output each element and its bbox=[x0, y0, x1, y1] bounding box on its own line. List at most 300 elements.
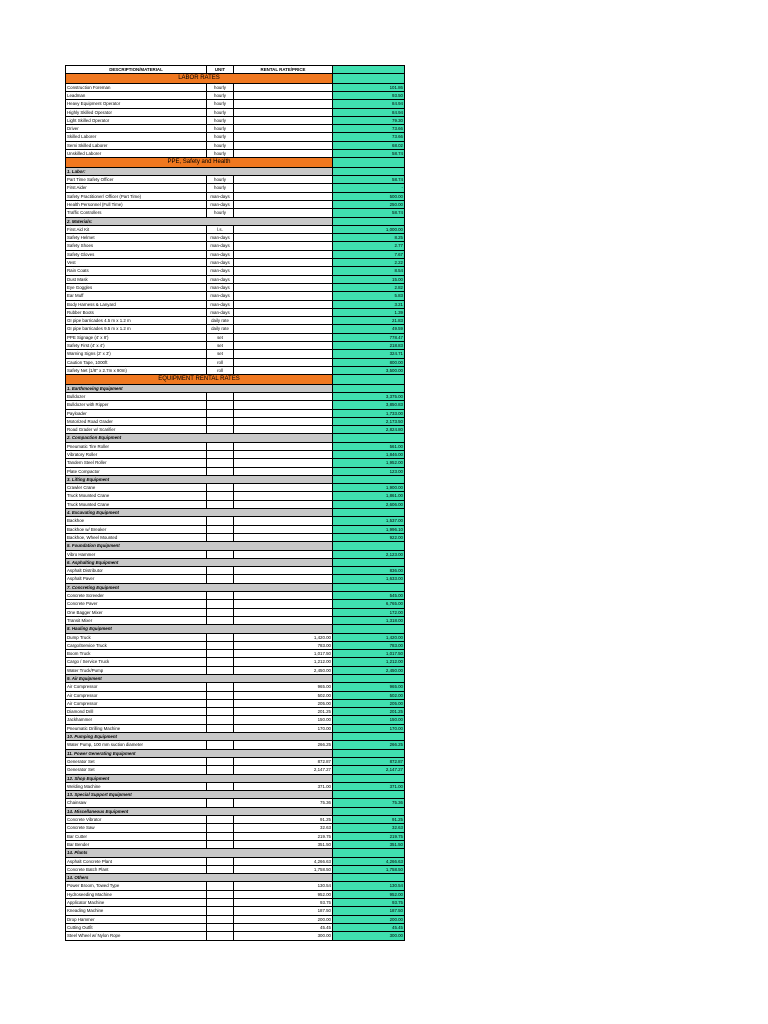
subsection-title[interactable]: 3. Lifting Equipment bbox=[66, 475, 333, 483]
rental-rate-cell[interactable] bbox=[234, 275, 333, 283]
description-cell[interactable]: First Aider bbox=[66, 184, 207, 192]
price-cell[interactable]: 2,147.27 bbox=[333, 766, 405, 774]
description-cell[interactable]: Light Skilled Operator bbox=[66, 116, 207, 124]
price-cell[interactable]: 778.47 bbox=[333, 333, 405, 341]
description-cell[interactable]: Plate Compactor bbox=[66, 467, 207, 475]
description-cell[interactable]: Safety Helmet bbox=[66, 234, 207, 242]
unit-cell[interactable] bbox=[207, 392, 234, 400]
description-cell[interactable]: Kneading Machine bbox=[66, 907, 207, 915]
unit-cell[interactable] bbox=[207, 782, 234, 790]
rental-rate-cell[interactable] bbox=[234, 492, 333, 500]
unit-cell[interactable]: man-days bbox=[207, 300, 234, 308]
description-cell[interactable]: Concrete Batch Plant bbox=[66, 865, 207, 873]
subsection-title[interactable]: 14. Miscellaneous Equipment bbox=[66, 807, 333, 815]
price-cell[interactable]: 84.94 bbox=[333, 100, 405, 108]
price-cell[interactable]: 73.66 bbox=[333, 125, 405, 133]
unit-cell[interactable] bbox=[207, 650, 234, 658]
price-cell[interactable] bbox=[333, 375, 405, 384]
section-title[interactable]: EQUIPMENT RENTAL RATES bbox=[66, 375, 333, 384]
price-cell[interactable] bbox=[333, 434, 405, 442]
unit-cell[interactable] bbox=[207, 450, 234, 458]
unit-cell[interactable]: set bbox=[207, 342, 234, 350]
price-cell[interactable]: 49.59 bbox=[333, 325, 405, 333]
price-cell[interactable]: 502.00 bbox=[333, 691, 405, 699]
price-cell[interactable]: 1,952.00 bbox=[333, 459, 405, 467]
unit-cell[interactable]: hourly bbox=[207, 83, 234, 91]
price-cell[interactable]: 58.74 bbox=[333, 176, 405, 184]
description-cell[interactable]: Motorized Road Grader bbox=[66, 417, 207, 425]
rental-rate-cell[interactable]: 351.50 bbox=[234, 840, 333, 848]
unit-cell[interactable]: hourly bbox=[207, 209, 234, 217]
price-cell[interactable]: 965.00 bbox=[333, 683, 405, 691]
price-cell[interactable]: - bbox=[333, 184, 405, 192]
description-cell[interactable]: Safety Gloves bbox=[66, 250, 207, 258]
description-cell[interactable]: Driver bbox=[66, 125, 207, 133]
price-cell[interactable]: 123.00 bbox=[333, 467, 405, 475]
description-cell[interactable]: Concrete Vibrator bbox=[66, 816, 207, 824]
unit-cell[interactable]: set bbox=[207, 350, 234, 358]
unit-cell[interactable] bbox=[207, 865, 234, 873]
unit-cell[interactable] bbox=[207, 616, 234, 624]
rental-rate-cell[interactable]: 45.45 bbox=[234, 923, 333, 931]
price-cell[interactable]: 58.74 bbox=[333, 209, 405, 217]
rental-rate-cell[interactable] bbox=[234, 608, 333, 616]
description-cell[interactable]: Concrete Screeder bbox=[66, 592, 207, 600]
price-cell[interactable]: 6,765.00 bbox=[333, 600, 405, 608]
description-cell[interactable]: Ear Muff bbox=[66, 292, 207, 300]
subsection-title[interactable]: 13. Special Support Equipment bbox=[66, 791, 333, 799]
description-cell[interactable]: Bar Bender bbox=[66, 840, 207, 848]
price-cell[interactable]: 300.00 bbox=[333, 932, 405, 940]
unit-cell[interactable] bbox=[207, 716, 234, 724]
price-cell[interactable]: 371.00 bbox=[333, 782, 405, 790]
description-cell[interactable]: Water Truck/Pump bbox=[66, 666, 207, 674]
unit-cell[interactable]: man-days bbox=[207, 250, 234, 258]
rental-rate-cell[interactable] bbox=[234, 100, 333, 108]
rental-rate-cell[interactable] bbox=[234, 133, 333, 141]
price-cell[interactable]: 8.54 bbox=[333, 267, 405, 275]
description-cell[interactable]: Tandem Steel Roller bbox=[66, 459, 207, 467]
unit-cell[interactable] bbox=[207, 666, 234, 674]
price-cell[interactable]: 3.21 bbox=[333, 300, 405, 308]
price-cell[interactable] bbox=[333, 167, 405, 175]
unit-cell[interactable] bbox=[207, 907, 234, 915]
rental-rate-cell[interactable]: 1,212.00 bbox=[234, 658, 333, 666]
price-cell[interactable] bbox=[333, 217, 405, 225]
unit-cell[interactable]: hourly bbox=[207, 125, 234, 133]
price-cell[interactable]: 500.00 bbox=[333, 192, 405, 200]
unit-cell[interactable] bbox=[207, 840, 234, 848]
unit-cell[interactable] bbox=[207, 426, 234, 434]
price-cell[interactable]: 266.25 bbox=[333, 741, 405, 749]
rental-rate-cell[interactable] bbox=[234, 125, 333, 133]
unit-cell[interactable]: roll bbox=[207, 366, 234, 374]
subsection-title[interactable]: 4. Excavating Equipment bbox=[66, 509, 333, 517]
description-cell[interactable]: Vest bbox=[66, 259, 207, 267]
unit-cell[interactable] bbox=[207, 575, 234, 583]
description-cell[interactable]: Pneumatic Drilling Machine bbox=[66, 724, 207, 732]
unit-cell[interactable] bbox=[207, 600, 234, 608]
unit-cell[interactable]: roll bbox=[207, 358, 234, 366]
description-cell[interactable]: Truck Mounted Crane bbox=[66, 500, 207, 508]
subsection-title[interactable]: 2. Materials: bbox=[66, 217, 333, 225]
rental-rate-cell[interactable]: 1,420.00 bbox=[234, 633, 333, 641]
description-cell[interactable]: Health Personnel (Full Time) bbox=[66, 200, 207, 208]
header-description[interactable]: DESCRIPTION/MATERIAL bbox=[66, 66, 207, 74]
unit-cell[interactable]: hourly bbox=[207, 176, 234, 184]
description-cell[interactable]: Welding Machine bbox=[66, 782, 207, 790]
rental-rate-cell[interactable] bbox=[234, 83, 333, 91]
rental-rate-cell[interactable] bbox=[234, 108, 333, 116]
price-cell[interactable]: 130.54 bbox=[333, 882, 405, 890]
price-cell[interactable]: 84.94 bbox=[333, 108, 405, 116]
rental-rate-cell[interactable] bbox=[234, 192, 333, 200]
rental-rate-cell[interactable]: 1,017.50 bbox=[234, 650, 333, 658]
price-cell[interactable]: 324.71 bbox=[333, 350, 405, 358]
price-cell[interactable]: 201.25 bbox=[333, 708, 405, 716]
unit-cell[interactable] bbox=[207, 816, 234, 824]
rental-rate-cell[interactable] bbox=[234, 259, 333, 267]
price-cell[interactable]: 1,633.00 bbox=[333, 575, 405, 583]
description-cell[interactable]: Generator Set bbox=[66, 766, 207, 774]
price-cell[interactable] bbox=[333, 675, 405, 683]
description-cell[interactable]: Applicator Machine bbox=[66, 899, 207, 907]
price-cell[interactable]: 2,123.00 bbox=[333, 550, 405, 558]
rental-rate-cell[interactable]: 266.25 bbox=[234, 741, 333, 749]
rental-rate-cell[interactable]: 205.00 bbox=[234, 699, 333, 707]
rental-rate-cell[interactable] bbox=[234, 500, 333, 508]
unit-cell[interactable] bbox=[207, 708, 234, 716]
price-cell[interactable]: 4,266.63 bbox=[333, 857, 405, 865]
description-cell[interactable]: Diamond Drill bbox=[66, 708, 207, 716]
unit-cell[interactable]: daily rate bbox=[207, 317, 234, 325]
price-cell[interactable]: 1,861.00 bbox=[333, 492, 405, 500]
rental-rate-cell[interactable] bbox=[234, 567, 333, 575]
description-cell[interactable]: Safety First (4' x 4') bbox=[66, 342, 207, 350]
price-cell[interactable]: 8.25 bbox=[333, 234, 405, 242]
rental-rate-cell[interactable] bbox=[234, 467, 333, 475]
price-cell[interactable]: 73.66 bbox=[333, 133, 405, 141]
price-cell[interactable] bbox=[333, 583, 405, 591]
description-cell[interactable]: Heavy Equipment Operator bbox=[66, 100, 207, 108]
price-cell[interactable]: 1,420.00 bbox=[333, 633, 405, 641]
header-rate[interactable]: RENTAL RATE/PRICE bbox=[234, 66, 333, 74]
price-cell[interactable]: 1.39 bbox=[333, 308, 405, 316]
unit-cell[interactable] bbox=[207, 799, 234, 807]
unit-cell[interactable] bbox=[207, 459, 234, 467]
rental-rate-cell[interactable] bbox=[234, 484, 333, 492]
price-cell[interactable]: 2,450.00 bbox=[333, 666, 405, 674]
description-cell[interactable]: Boom Truck bbox=[66, 650, 207, 658]
price-cell[interactable]: 1,537.00 bbox=[333, 517, 405, 525]
description-cell[interactable]: Backhoe, Wheel Mounted bbox=[66, 533, 207, 541]
rental-rate-cell[interactable] bbox=[234, 150, 333, 158]
unit-cell[interactable] bbox=[207, 417, 234, 425]
price-cell[interactable]: 15.00 bbox=[333, 275, 405, 283]
price-cell[interactable]: 101.86 bbox=[333, 83, 405, 91]
description-cell[interactable]: Semi Skilled Laborer bbox=[66, 141, 207, 149]
description-cell[interactable]: Skilled Laborer bbox=[66, 133, 207, 141]
description-cell[interactable]: Cutting Outfit bbox=[66, 923, 207, 931]
description-cell[interactable]: Asphalt Concrete Plant bbox=[66, 857, 207, 865]
description-cell[interactable]: Warning Signs (2' x 3') bbox=[66, 350, 207, 358]
rental-rate-cell[interactable]: 93.75 bbox=[234, 899, 333, 907]
description-cell[interactable]: Body Harness & Lanyard bbox=[66, 300, 207, 308]
price-cell[interactable] bbox=[333, 542, 405, 550]
rental-rate-cell[interactable] bbox=[234, 600, 333, 608]
price-cell[interactable]: 187.50 bbox=[333, 907, 405, 915]
description-cell[interactable]: Concrete Saw bbox=[66, 824, 207, 832]
unit-cell[interactable] bbox=[207, 608, 234, 616]
rental-rate-cell[interactable] bbox=[234, 366, 333, 374]
rental-rate-cell[interactable] bbox=[234, 283, 333, 291]
unit-cell[interactable] bbox=[207, 525, 234, 533]
unit-cell[interactable] bbox=[207, 915, 234, 923]
rental-rate-cell[interactable] bbox=[234, 200, 333, 208]
unit-cell[interactable]: hourly bbox=[207, 150, 234, 158]
rental-rate-cell[interactable]: 170.00 bbox=[234, 724, 333, 732]
rental-rate-cell[interactable]: 200.00 bbox=[234, 915, 333, 923]
price-cell[interactable]: 2,606.00 bbox=[333, 500, 405, 508]
price-cell[interactable]: 5.83 bbox=[333, 292, 405, 300]
description-cell[interactable]: Air Compressor bbox=[66, 691, 207, 699]
rental-rate-cell[interactable]: 4,266.63 bbox=[234, 857, 333, 865]
description-cell[interactable]: Crawler Crane bbox=[66, 484, 207, 492]
price-cell[interactable]: 783.00 bbox=[333, 641, 405, 649]
subsection-title[interactable]: 5. Foundation Equipment bbox=[66, 542, 333, 550]
unit-cell[interactable] bbox=[207, 500, 234, 508]
rental-rate-cell[interactable]: 150.00 bbox=[234, 716, 333, 724]
description-cell[interactable]: GI pipe barricades 4.5 m x 1.2 m bbox=[66, 317, 207, 325]
description-cell[interactable]: Rain Coats bbox=[66, 267, 207, 275]
unit-cell[interactable] bbox=[207, 683, 234, 691]
price-cell[interactable] bbox=[333, 74, 405, 83]
description-cell[interactable]: Jackhammer bbox=[66, 716, 207, 724]
rental-rate-cell[interactable] bbox=[234, 358, 333, 366]
subsection-title[interactable]: 14. Plants bbox=[66, 849, 333, 857]
section-title[interactable]: LABOR RATES bbox=[66, 74, 333, 83]
price-cell[interactable]: 58.74 bbox=[333, 150, 405, 158]
price-cell[interactable]: 1,318.00 bbox=[333, 616, 405, 624]
subsection-title[interactable]: 2. Compaction Equipment bbox=[66, 434, 333, 442]
price-cell[interactable]: 170.00 bbox=[333, 724, 405, 732]
rental-rate-cell[interactable]: 2,450.00 bbox=[234, 666, 333, 674]
description-cell[interactable]: Safety Shoes bbox=[66, 242, 207, 250]
price-cell[interactable]: 2.77 bbox=[333, 242, 405, 250]
price-cell[interactable] bbox=[333, 158, 405, 167]
rental-rate-cell[interactable] bbox=[234, 616, 333, 624]
unit-cell[interactable]: man-days bbox=[207, 242, 234, 250]
price-cell[interactable]: 545.00 bbox=[333, 592, 405, 600]
description-cell[interactable]: Leadman bbox=[66, 92, 207, 100]
description-cell[interactable]: Power Broom, Towed Type bbox=[66, 882, 207, 890]
description-cell[interactable]: Asphalt Distributor bbox=[66, 567, 207, 575]
price-cell[interactable]: 200.00 bbox=[333, 915, 405, 923]
description-cell[interactable]: Traffic Controllers bbox=[66, 209, 207, 217]
rental-rate-cell[interactable] bbox=[234, 342, 333, 350]
rental-rate-cell[interactable]: 502.00 bbox=[234, 691, 333, 699]
price-cell[interactable]: 872.87 bbox=[333, 757, 405, 765]
unit-cell[interactable] bbox=[207, 932, 234, 940]
rental-rate-cell[interactable] bbox=[234, 392, 333, 400]
description-cell[interactable]: Transit Mixer bbox=[66, 616, 207, 624]
unit-cell[interactable] bbox=[207, 766, 234, 774]
price-cell[interactable]: 1,996.10 bbox=[333, 525, 405, 533]
subsection-title[interactable]: 6. Asphalting Equipment bbox=[66, 558, 333, 566]
unit-cell[interactable] bbox=[207, 492, 234, 500]
unit-cell[interactable] bbox=[207, 592, 234, 600]
rental-rate-cell[interactable]: 872.87 bbox=[234, 757, 333, 765]
price-cell[interactable] bbox=[333, 874, 405, 882]
unit-cell[interactable] bbox=[207, 899, 234, 907]
description-cell[interactable]: Dump Truck bbox=[66, 633, 207, 641]
rental-rate-cell[interactable]: 219.75 bbox=[234, 832, 333, 840]
rental-rate-cell[interactable] bbox=[234, 350, 333, 358]
rental-rate-cell[interactable]: 952.00 bbox=[234, 890, 333, 898]
unit-cell[interactable]: man-days bbox=[207, 292, 234, 300]
description-cell[interactable]: Safety Practitioner/ Officer (Part Time) bbox=[66, 192, 207, 200]
header-unit[interactable]: UNIT bbox=[207, 66, 234, 74]
rental-rate-cell[interactable] bbox=[234, 409, 333, 417]
description-cell[interactable]: Part Time Safety Officer bbox=[66, 176, 207, 184]
price-cell[interactable]: 21.83 bbox=[333, 317, 405, 325]
description-cell[interactable]: Air Compressor bbox=[66, 699, 207, 707]
price-cell[interactable] bbox=[333, 625, 405, 633]
rental-rate-cell[interactable]: 75.36 bbox=[234, 799, 333, 807]
rental-rate-cell[interactable] bbox=[234, 459, 333, 467]
price-cell[interactable]: 3,500.00 bbox=[333, 366, 405, 374]
unit-cell[interactable]: man-days bbox=[207, 283, 234, 291]
rental-rate-cell[interactable]: 201.25 bbox=[234, 708, 333, 716]
description-cell[interactable]: Bulldozer bbox=[66, 392, 207, 400]
rental-rate-cell[interactable] bbox=[234, 300, 333, 308]
subsection-title[interactable]: 11. Power Generating Equipment bbox=[66, 749, 333, 757]
price-cell[interactable]: 3,850.83 bbox=[333, 401, 405, 409]
price-cell[interactable] bbox=[333, 558, 405, 566]
description-cell[interactable]: Pneumatic Tire Roller bbox=[66, 442, 207, 450]
unit-cell[interactable] bbox=[207, 641, 234, 649]
price-cell[interactable]: 952.00 bbox=[333, 890, 405, 898]
rental-rate-cell[interactable]: 783.00 bbox=[234, 641, 333, 649]
unit-cell[interactable] bbox=[207, 658, 234, 666]
unit-cell[interactable]: hourly bbox=[207, 100, 234, 108]
rental-rate-cell[interactable] bbox=[234, 242, 333, 250]
description-cell[interactable]: Dust Mask bbox=[66, 275, 207, 283]
unit-cell[interactable] bbox=[207, 741, 234, 749]
rental-rate-cell[interactable] bbox=[234, 550, 333, 558]
rental-rate-cell[interactable]: 371.00 bbox=[234, 782, 333, 790]
description-cell[interactable]: Backhoe bbox=[66, 517, 207, 525]
price-cell[interactable] bbox=[333, 509, 405, 517]
description-cell[interactable]: Concrete Paver bbox=[66, 600, 207, 608]
price-cell[interactable]: 250.00 bbox=[333, 200, 405, 208]
description-cell[interactable]: Highly Skilled Operator bbox=[66, 108, 207, 116]
description-cell[interactable]: Asphalt Paver bbox=[66, 575, 207, 583]
price-cell[interactable]: 1,846.00 bbox=[333, 450, 405, 458]
unit-cell[interactable] bbox=[207, 923, 234, 931]
price-cell[interactable] bbox=[333, 774, 405, 782]
description-cell[interactable]: Steel Wheel w/ Nylon Rope bbox=[66, 932, 207, 940]
rental-rate-cell[interactable] bbox=[234, 401, 333, 409]
unit-cell[interactable] bbox=[207, 691, 234, 699]
rental-rate-cell[interactable] bbox=[234, 417, 333, 425]
rental-rate-cell[interactable] bbox=[234, 176, 333, 184]
unit-cell[interactable]: hourly bbox=[207, 92, 234, 100]
price-cell[interactable]: 219.75 bbox=[333, 832, 405, 840]
price-cell[interactable]: 205.00 bbox=[333, 699, 405, 707]
price-cell[interactable]: 922.00 bbox=[333, 533, 405, 541]
unit-cell[interactable] bbox=[207, 442, 234, 450]
rental-rate-cell[interactable] bbox=[234, 141, 333, 149]
price-cell[interactable]: 2,824.80 bbox=[333, 426, 405, 434]
unit-cell[interactable] bbox=[207, 467, 234, 475]
description-cell[interactable]: Backhoe w/ Breaker bbox=[66, 525, 207, 533]
unit-cell[interactable] bbox=[207, 824, 234, 832]
price-cell[interactable] bbox=[333, 384, 405, 392]
unit-cell[interactable]: man-days bbox=[207, 234, 234, 242]
price-cell[interactable]: 91.25 bbox=[333, 816, 405, 824]
description-cell[interactable]: Road Grader w/ Scarifier bbox=[66, 426, 207, 434]
description-cell[interactable]: Cargo/Service Truck bbox=[66, 641, 207, 649]
description-cell[interactable]: Air Compressor bbox=[66, 683, 207, 691]
price-cell[interactable]: 93.75 bbox=[333, 899, 405, 907]
description-cell[interactable]: Eye Goggles bbox=[66, 283, 207, 291]
price-cell[interactable]: 1,758.50 bbox=[333, 865, 405, 873]
description-cell[interactable]: Caution Tape, 1000ft bbox=[66, 358, 207, 366]
unit-cell[interactable]: man-days bbox=[207, 259, 234, 267]
rental-rate-cell[interactable]: 2,147.27 bbox=[234, 766, 333, 774]
price-cell[interactable]: 150.00 bbox=[333, 716, 405, 724]
rental-rate-cell[interactable] bbox=[234, 250, 333, 258]
description-cell[interactable]: One Bagger Mixer bbox=[66, 608, 207, 616]
rental-rate-cell[interactable] bbox=[234, 184, 333, 192]
price-cell[interactable]: 2.22 bbox=[333, 259, 405, 267]
description-cell[interactable]: Drop Hammer bbox=[66, 915, 207, 923]
description-cell[interactable]: Vibratory Roller bbox=[66, 450, 207, 458]
rental-rate-cell[interactable]: 1,758.50 bbox=[234, 865, 333, 873]
price-cell[interactable]: 68.02 bbox=[333, 141, 405, 149]
description-cell[interactable]: Payloader bbox=[66, 409, 207, 417]
unit-cell[interactable] bbox=[207, 550, 234, 558]
unit-cell[interactable] bbox=[207, 857, 234, 865]
rental-rate-cell[interactable] bbox=[234, 317, 333, 325]
rental-rate-cell[interactable] bbox=[234, 450, 333, 458]
price-cell[interactable] bbox=[333, 733, 405, 741]
description-cell[interactable]: Water Pump, 100 mm suction diameter bbox=[66, 741, 207, 749]
unit-cell[interactable]: hourly bbox=[207, 108, 234, 116]
description-cell[interactable]: Chainsaw bbox=[66, 799, 207, 807]
rental-rate-cell[interactable] bbox=[234, 267, 333, 275]
subsection-title[interactable]: 9. Air Equipment bbox=[66, 675, 333, 683]
unit-cell[interactable]: hourly bbox=[207, 116, 234, 124]
unit-cell[interactable]: daily rate bbox=[207, 325, 234, 333]
price-cell[interactable]: 218.83 bbox=[333, 342, 405, 350]
rental-rate-cell[interactable] bbox=[234, 525, 333, 533]
rental-rate-cell[interactable] bbox=[234, 308, 333, 316]
description-cell[interactable]: Safety Net (1/8" x 2.7m x 90m) bbox=[66, 366, 207, 374]
unit-cell[interactable] bbox=[207, 533, 234, 541]
description-cell[interactable]: GI pipe barricades 9.5 m x 1.2 m bbox=[66, 325, 207, 333]
rental-rate-cell[interactable]: 965.00 bbox=[234, 683, 333, 691]
unit-cell[interactable] bbox=[207, 890, 234, 898]
description-cell[interactable]: First Aid Kit bbox=[66, 225, 207, 233]
subsection-title[interactable]: 10. Pumping Equipment bbox=[66, 733, 333, 741]
rental-rate-cell[interactable] bbox=[234, 533, 333, 541]
rental-rate-cell[interactable]: 187.50 bbox=[234, 907, 333, 915]
rental-rate-cell[interactable] bbox=[234, 442, 333, 450]
rental-rate-cell[interactable] bbox=[234, 517, 333, 525]
price-cell[interactable] bbox=[333, 791, 405, 799]
